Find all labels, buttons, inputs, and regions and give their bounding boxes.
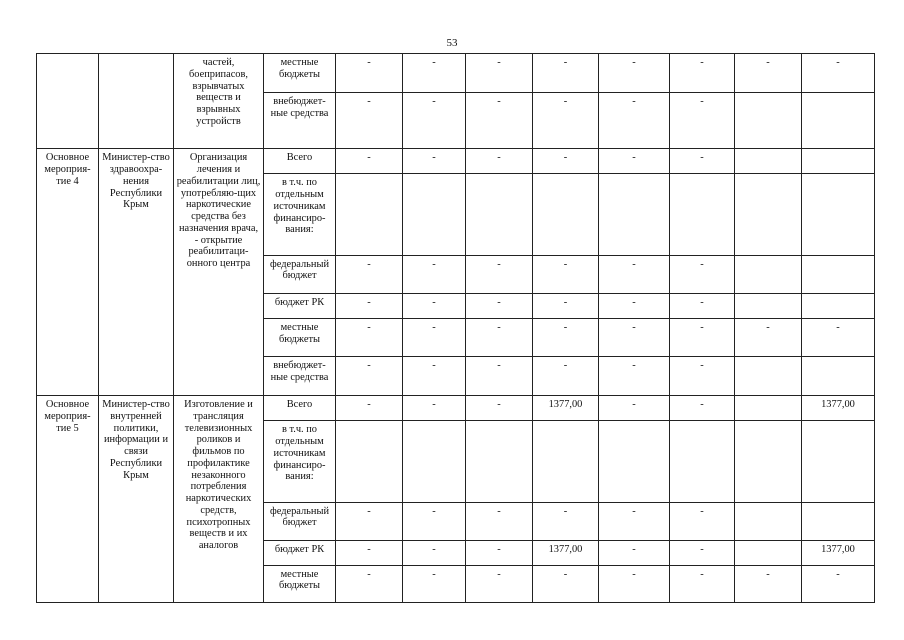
value-cell: -: [336, 293, 403, 318]
value-cell: [735, 502, 802, 540]
value-cell: -: [466, 255, 533, 293]
value-cell: [670, 174, 735, 255]
value-cell: -: [403, 54, 466, 93]
value-cell: [735, 421, 802, 502]
value-cell: 1377,00: [533, 396, 599, 421]
funding-source-cell: в т.ч. по отдельным источникам финансиро-вания:: [264, 174, 336, 255]
value-cell: [802, 293, 875, 318]
value-cell: -: [670, 54, 735, 93]
value-cell: -: [670, 293, 735, 318]
value-cell: -: [670, 565, 735, 602]
activity-title-cell: Основное мероприя-тие 5: [37, 396, 99, 603]
activity-title-cell: [37, 54, 99, 149]
value-cell: 1377,00: [533, 540, 599, 565]
value-cell: -: [533, 54, 599, 93]
funding-source-cell: бюджет РК: [264, 540, 336, 565]
value-cell: [735, 93, 802, 149]
value-cell: -: [670, 396, 735, 421]
value-cell: [533, 174, 599, 255]
value-cell: -: [336, 149, 403, 174]
value-cell: -: [336, 54, 403, 93]
executor-cell: Министер-ство внутренней политики, информации и связи Республики Крым: [99, 396, 174, 603]
value-cell: -: [403, 357, 466, 396]
funding-source-cell: местные бюджеты: [264, 318, 336, 356]
value-cell: -: [533, 318, 599, 356]
value-cell: [735, 293, 802, 318]
value-cell: -: [336, 565, 403, 602]
funding-source-cell: Всего: [264, 396, 336, 421]
value-cell: [802, 255, 875, 293]
value-cell: [599, 421, 670, 502]
value-cell: -: [466, 540, 533, 565]
value-cell: -: [403, 396, 466, 421]
value-cell: -: [599, 565, 670, 602]
value-cell: -: [466, 293, 533, 318]
value-cell: -: [599, 396, 670, 421]
value-cell: 1377,00: [802, 396, 875, 421]
value-cell: -: [533, 255, 599, 293]
value-cell: -: [533, 565, 599, 602]
funding-source-cell: федеральный бюджет: [264, 255, 336, 293]
value-cell: [735, 174, 802, 255]
value-cell: -: [533, 149, 599, 174]
value-cell: [336, 174, 403, 255]
value-cell: -: [735, 54, 802, 93]
event-description-cell: Изготовление и трансляция телевизионных роликов и фильмов по профилактике незаконного потребления наркотических средств, психотропных веществ и их аналогов: [174, 396, 264, 603]
value-cell: [802, 421, 875, 502]
value-cell: -: [466, 357, 533, 396]
value-cell: [670, 421, 735, 502]
value-cell: -: [670, 93, 735, 149]
executor-cell: Министер-ство здравоохра-нения Республики Крым: [99, 149, 174, 396]
value-cell: -: [336, 396, 403, 421]
value-cell: -: [403, 93, 466, 149]
funding-source-cell: Всего: [264, 149, 336, 174]
value-cell: -: [466, 318, 533, 356]
table-row: [37, 396, 875, 421]
value-cell: -: [403, 540, 466, 565]
value-cell: -: [670, 255, 735, 293]
value-cell: [802, 93, 875, 149]
value-cell: [336, 421, 403, 502]
page-number: 53: [446, 37, 458, 49]
value-cell: -: [403, 318, 466, 356]
funding-source-cell: федеральный бюджет: [264, 502, 336, 540]
value-cell: -: [466, 149, 533, 174]
value-cell: [802, 357, 875, 396]
value-cell: [735, 149, 802, 174]
value-cell: [403, 421, 466, 502]
value-cell: -: [599, 93, 670, 149]
value-cell: -: [403, 293, 466, 318]
event-description-cell: частей, боеприпасов, взрывчатых веществ и взрывных устройств: [174, 54, 264, 149]
value-cell: -: [670, 318, 735, 356]
value-cell: -: [466, 396, 533, 421]
funding-source-cell: бюджет РК: [264, 293, 336, 318]
value-cell: [533, 421, 599, 502]
table-row: [37, 54, 875, 93]
value-cell: [466, 174, 533, 255]
value-cell: -: [533, 93, 599, 149]
value-cell: -: [670, 540, 735, 565]
value-cell: -: [336, 540, 403, 565]
event-description-cell: Организация лечения и реабилитации лиц, употребляю-щих наркотические средства без назначения врача, - открытие реабилитаци-онного центра: [174, 149, 264, 396]
value-cell: -: [466, 502, 533, 540]
funding-source-cell: внебюджет-ные средства: [264, 357, 336, 396]
value-cell: -: [599, 540, 670, 565]
value-cell: -: [599, 255, 670, 293]
value-cell: -: [735, 565, 802, 602]
value-cell: -: [802, 318, 875, 356]
value-cell: -: [466, 93, 533, 149]
value-cell: -: [336, 318, 403, 356]
table-body: [37, 54, 875, 603]
value-cell: [735, 540, 802, 565]
value-cell: -: [336, 357, 403, 396]
value-cell: -: [403, 149, 466, 174]
value-cell: [735, 255, 802, 293]
value-cell: -: [403, 255, 466, 293]
executor-cell: [99, 54, 174, 149]
value-cell: -: [466, 565, 533, 602]
value-cell: -: [599, 149, 670, 174]
value-cell: -: [533, 357, 599, 396]
value-cell: -: [533, 502, 599, 540]
value-cell: -: [466, 54, 533, 93]
activity-title-cell: Основное мероприя-тие 4: [37, 149, 99, 396]
value-cell: -: [599, 293, 670, 318]
value-cell: -: [599, 318, 670, 356]
value-cell: -: [599, 357, 670, 396]
value-cell: -: [336, 93, 403, 149]
funding-source-cell: местные бюджеты: [264, 565, 336, 602]
value-cell: -: [403, 502, 466, 540]
value-cell: [735, 357, 802, 396]
funding-source-cell: в т.ч. по отдельным источникам финансиро-вания:: [264, 421, 336, 502]
value-cell: -: [670, 502, 735, 540]
table-row: [37, 149, 875, 174]
value-cell: [802, 502, 875, 540]
funding-source-cell: внебюджет-ные средства: [264, 93, 336, 149]
value-cell: -: [336, 255, 403, 293]
value-cell: [403, 174, 466, 255]
budget-table: [36, 53, 875, 603]
funding-source-cell: местные бюджеты: [264, 54, 336, 93]
value-cell: [802, 174, 875, 255]
value-cell: -: [670, 149, 735, 174]
value-cell: -: [802, 54, 875, 93]
value-cell: -: [599, 54, 670, 93]
value-cell: -: [670, 357, 735, 396]
value-cell: -: [599, 502, 670, 540]
value-cell: -: [403, 565, 466, 602]
value-cell: 1377,00: [802, 540, 875, 565]
value-cell: -: [802, 565, 875, 602]
value-cell: -: [533, 293, 599, 318]
value-cell: [599, 174, 670, 255]
value-cell: -: [336, 502, 403, 540]
value-cell: -: [735, 318, 802, 356]
value-cell: [466, 421, 533, 502]
value-cell: [802, 149, 875, 174]
value-cell: [735, 396, 802, 421]
